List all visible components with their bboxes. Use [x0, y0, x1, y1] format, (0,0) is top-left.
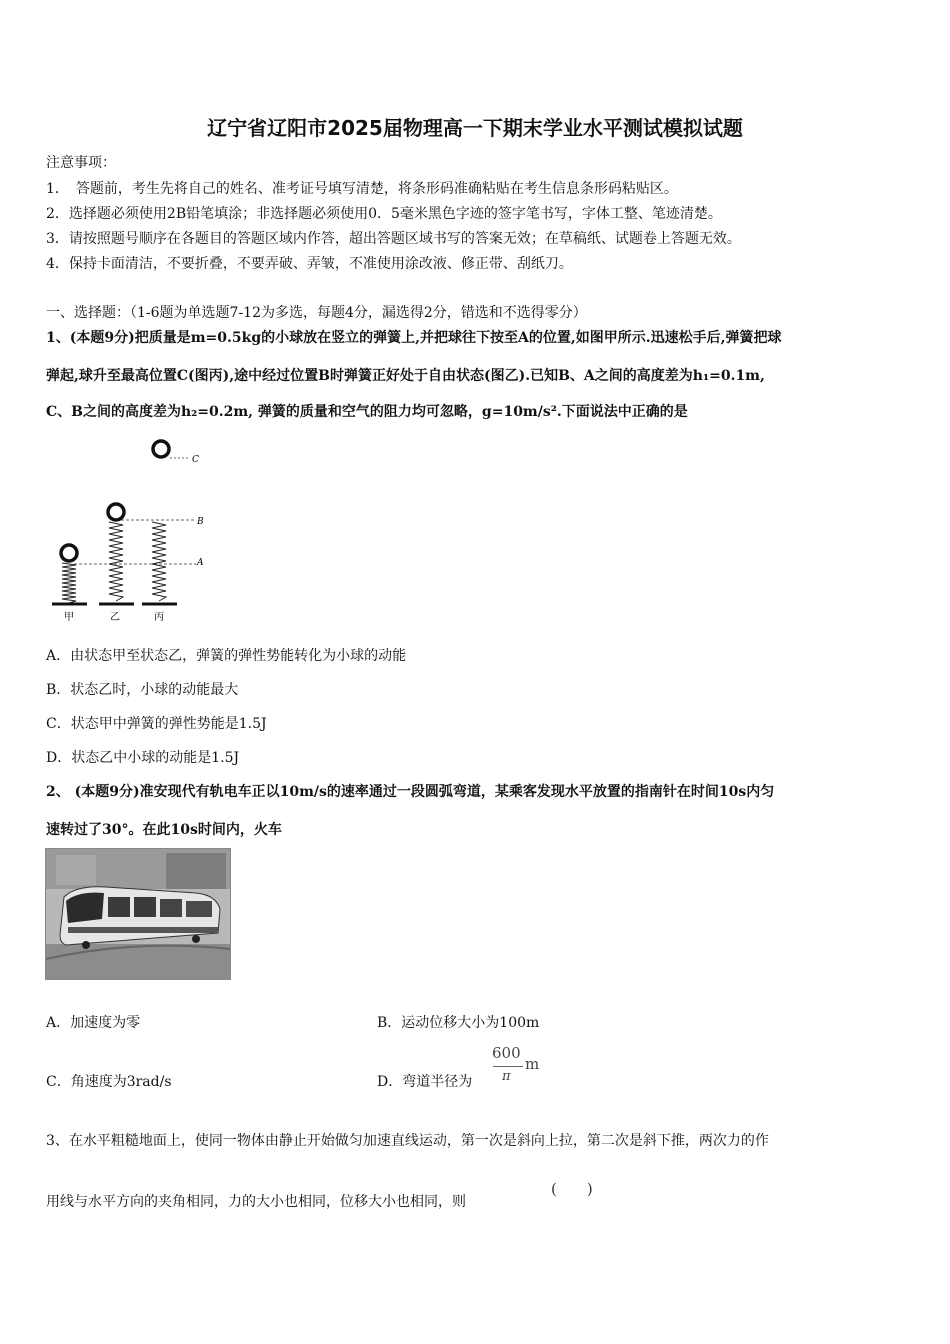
radius-fraction: [492, 1044, 547, 1090]
ball-c-icon: [153, 441, 169, 457]
label-b: B: [197, 517, 204, 527]
answer-parentheses: ( ): [551, 1180, 593, 1198]
ball-b-icon: [108, 504, 124, 520]
notice-item-1: 1． 答题前，考生先将自己的姓名、准考证号填写清楚，将条形码准确粘贴在考生信息条形码粘贴区。: [46, 181, 678, 197]
fraction-bar: [493, 1066, 523, 1067]
q3-line-1: 3、在水平粗糙地面上，使同一物体由静止开始做匀加速直线运动，第一次是斜向上拉，第二次是斜下推，两次力的作: [46, 1133, 769, 1149]
base-label-3: 丙: [154, 612, 164, 623]
q2-option-d: D．弯道半径为: [377, 1074, 473, 1090]
q2-line-2: 速转过了30°。在此10s时间内，火车: [46, 822, 282, 838]
spring-compressed: [62, 563, 76, 603]
label-c: C: [192, 455, 199, 465]
base-label-1: 甲: [64, 612, 74, 623]
q1-line-2: 弹起,球升至最高位置C(图丙),途中经过位置B时弹簧正好处于自由状态(图乙).已知B、A之间的高度差为h₁=0.1m,: [46, 368, 765, 384]
q3-line-2: 用线与水平方向的夹角相同，力的大小也相同，位移大小也相同，则: [46, 1194, 466, 1210]
notice-item-2: 2．选择题必须使用2B铅笔填涂；非选择题必须使用0．5毫米黑色字迹的签字笔书写，字体工整、笔迹清楚。: [46, 206, 722, 222]
spring-figure: [46, 436, 226, 626]
notice-heading: 注意事项：: [46, 155, 116, 171]
label-a: A: [197, 558, 204, 568]
notice-item-3: 3．请按照题号顺序在各题目的答题区域内作答，超出答题区域书写的答案无效；在草稿纸、试题卷上答题无效。: [46, 231, 741, 247]
q2-option-b: B．运动位移大小为100m: [377, 1015, 540, 1031]
tram-photo: [45, 848, 231, 980]
spring-natural: [109, 522, 123, 601]
section-heading: 一、选择题：（1-6题为单选题7-12为多选，每题4分，漏选得2分，错选和不选得零分）: [46, 305, 587, 321]
fraction-numerator: 600: [492, 1044, 521, 1062]
q2-line-1: 2、 (本题9分)准安现代有轨电车正以10m/s的速率通过一段圆弧弯道，某乘客发现水平放置的指南针在时间10s内匀: [46, 784, 775, 800]
q1-option-a: A．由状态甲至状态乙，弹簧的弹性势能转化为小球的动能: [46, 648, 407, 664]
spring-empty: [152, 522, 166, 601]
fraction-denominator: π: [502, 1069, 511, 1084]
q2-option-a: A．加速度为零: [46, 1015, 141, 1031]
page-title: 辽宁省辽阳市2025届物理高一下期末学业水平测试模拟试题: [207, 116, 743, 140]
fraction-unit: m: [525, 1055, 540, 1073]
q1-line-3: C、B之间的高度差为h₂=0.2m, 弹簧的质量和空气的阻力均可忽略，g=10m/s².下面说法中正确的是: [46, 404, 688, 420]
q1-option-c: C．状态甲中弹簧的弹性势能是1.5J: [46, 716, 267, 732]
base-label-2: 乙: [110, 612, 120, 623]
ball-a-icon: [61, 545, 77, 561]
notice-item-4: 4．保持卡面清洁，不要折叠，不要弄破、弄皱，不准使用涂改液、修正带、刮纸刀。: [46, 256, 573, 272]
q1-option-d: D．状态乙中小球的动能是1.5J: [46, 750, 240, 766]
q1-option-b: B．状态乙时，小球的动能最大: [46, 682, 239, 698]
q2-option-c: C．角速度为3rad/s: [46, 1074, 172, 1090]
q1-line-1: 1、(本题9分)把质量是m=0.5kg的小球放在竖立的弹簧上,并把球往下按至A的位置,如图甲所示.迅速松手后,弹簧把球: [46, 330, 782, 346]
